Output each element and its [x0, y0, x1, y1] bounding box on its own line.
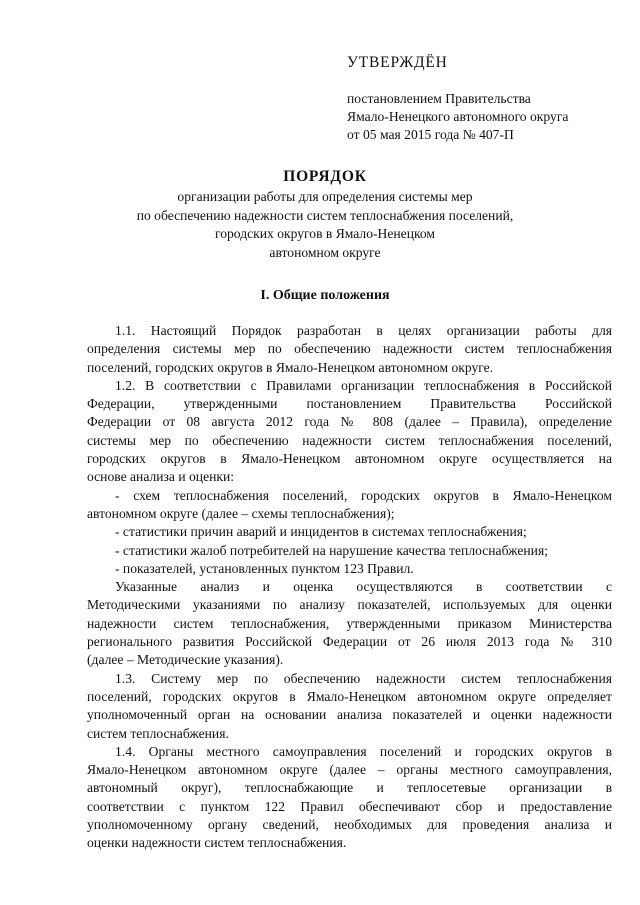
body-line: соответствии с пунктом 122 Правил обеспечивают сбор и предоставление	[87, 798, 612, 814]
body-line: уполномоченный орган на основании анализа показателей и оценки надежности	[87, 707, 612, 723]
body-line: 1.3. Систему мер по обеспечению надежности систем теплоснабжения	[115, 670, 612, 686]
approval-line: постановлением Правительства	[347, 91, 531, 106]
body-line: системы мер по обеспечению надежности систем теплоснабжения поселений,	[87, 432, 612, 448]
approval-title: УТВЕРЖДЁН	[347, 54, 448, 71]
body-line: - статистики жалоб потребителей на нарушение качества теплоснабжения;	[115, 542, 548, 558]
document-subtitle-line: автономном округе	[269, 244, 381, 260]
body-line: (далее – Методические указания).	[87, 652, 284, 668]
body-line: городских округов в Ямало-Ненецком автономном округе осуществляется на	[87, 451, 612, 467]
body-line: Методическими указаниями по анализу показателей, используемых для оценки	[87, 597, 612, 613]
document-body	[87, 322, 612, 853]
body-line: основе анализа и оценки:	[87, 469, 235, 485]
approval-stamp	[347, 54, 617, 144]
document-subtitle-line: городских округов в Ямало-Ненецком	[214, 226, 436, 241]
body-line: 1.1. Настоящий Порядок разработан в целях организации работы для	[115, 323, 612, 338]
body-line: регионального развития Российской Федерации от 26 июля 2013 года № 310	[87, 634, 612, 650]
body-line: - схем теплоснабжения поселений, городских округов в Ямало-Ненецком	[115, 487, 612, 503]
section-title: I. Общие положения	[260, 288, 390, 303]
body-line: Ямало-Ненецком автономном округе (далее – органы местного самоуправления,	[87, 762, 612, 778]
body-line: поселений, городских округов в Ямало-Ненецком автономном округе определяет	[87, 688, 612, 704]
approval-line: Ямало-Ненецкого автономного округа	[347, 109, 569, 124]
body-line: определения системы мер по обеспечению надежности систем теплоснабжения	[87, 341, 612, 357]
body-line: поселений, городских округов в Ямало-Ненецком автономном округе.	[87, 359, 494, 375]
body-line: Федерации, утвержденными постановлением Правительства Российской	[87, 396, 612, 412]
body-line: автономный округ), теплоснабжающие и теплосетевые организации в	[87, 780, 612, 796]
body-line: 1.4. Органы местного самоуправления поселений и городских округов в	[115, 743, 612, 759]
document-subtitle-line: организации работы для определения системы мер	[177, 189, 473, 204]
body-line: уполномоченному органу сведений, необходимых для проведения анализа и	[87, 817, 612, 833]
body-line: надежности систем теплоснабжения, утвержденными приказом Министерства	[87, 615, 612, 631]
approval-line: от 05 мая 2015 года № 407-П	[347, 127, 514, 142]
body-line: автономном округе (далее – схемы теплоснабжения);	[87, 505, 395, 521]
body-line: - статистики причин аварий и инцидентов в системах теплоснабжения;	[115, 524, 527, 540]
body-line: 1.2. В соответствии с Правилами организации теплоснабжения в Российской	[115, 377, 612, 393]
body-line: - показателей, установленных пунктом 123 Правил.	[115, 560, 414, 576]
document-subtitle-line: по обеспечению надежности систем теплоснабжения поселений,	[136, 207, 514, 223]
body-line: Федерации от 08 августа 2012 года № 808 (далее – Правила), определение	[87, 414, 612, 430]
body-line: Указанные анализ и оценка осуществляются в соответствии с	[115, 579, 612, 595]
document-heading	[110, 168, 540, 262]
body-line: оценки надежности систем теплоснабжения.	[87, 835, 347, 851]
body-line: систем теплоснабжения.	[87, 725, 229, 741]
document-title: ПОРЯДОК	[283, 168, 367, 185]
